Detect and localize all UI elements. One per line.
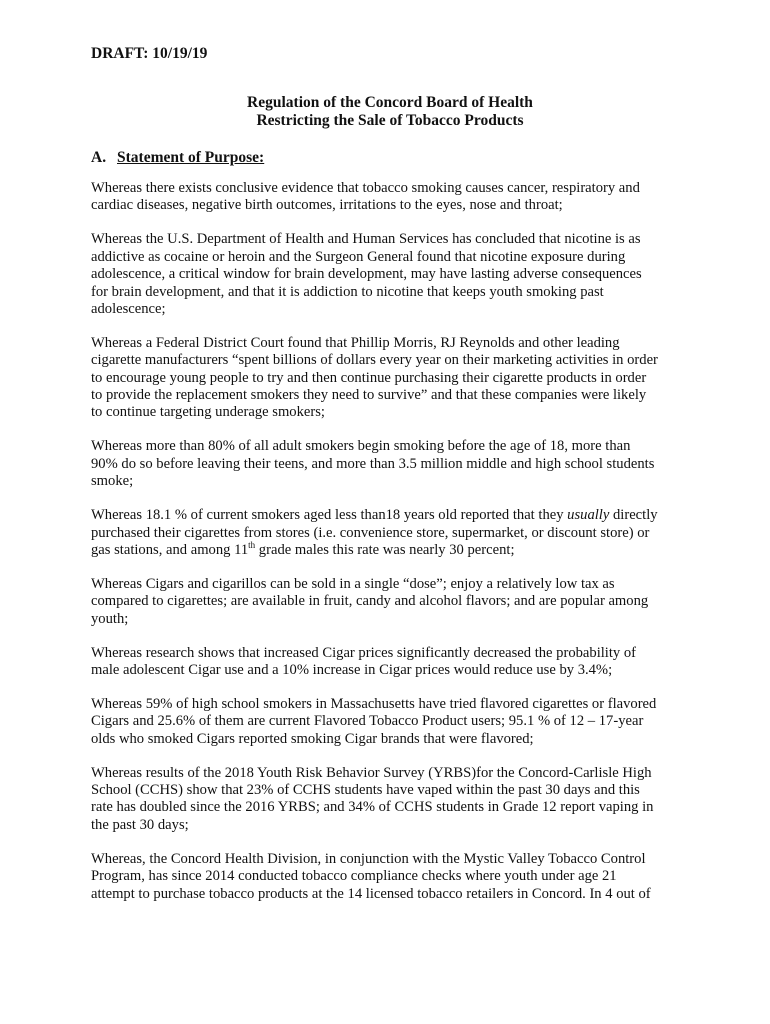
paragraph-line: olds who smoked Cigars reported smoking Cigar brands that were flavored; [91,730,534,747]
paragraph-line: for brain development, and that it is addiction to nicotine that keeps youth smoking past [91,283,604,300]
paragraph-line: Whereas results of the 2018 Youth Risk Behavior Survey (YRBS)for the Concord-Carlisle High [91,764,652,781]
paragraph-line: Whereas 59% of high school smokers in Massachusetts have tried flavored cigarettes or flavored [91,695,657,712]
title-line-2: Restricting the Sale of Tobacco Products [256,112,524,129]
paragraph-line: Whereas there exists conclusive evidence that tobacco smoking causes cancer, respiratory and [91,180,640,196]
paragraph-line: purchased their cigarettes from stores (i.e. convenience store, supermarket, or discount store) or [91,524,650,541]
paragraph-line: attempt to purchase tobacco products at the 14 licensed tobacco retailers in Concord. In 4 out of [91,885,651,902]
paragraph-line: to provide the replacement smokers they need to survive” and that these companies were likely [91,387,647,404]
paragraph [91,696,691,748]
body-text [91,180,691,919]
paragraph-line: Whereas Cigars and cigarillos can be sold in a single “dose”; enjoy a relatively low tax as [91,575,615,592]
paragraph [91,438,691,490]
paragraph-line: adolescence, a critical window for brain development, may have lasting adverse consequences [91,266,642,283]
superscript: th [248,540,256,551]
paragraph [91,645,691,680]
paragraph-line: Whereas the U.S. Department of Health and Human Services has concluded that nicotine is as [91,231,641,248]
paragraph [91,851,691,903]
paragraph-line: youth; [91,610,129,627]
paragraph-line: compared to cigarettes; are available in fruit, candy and alcohol flavors; and are popular among [91,593,649,610]
document-title [0,94,770,130]
paragraph-line: Whereas research shows that increased Cigar prices significantly decreased the probability of [91,644,637,661]
paragraph-line: addictive as cocaine or heroin and the Surgeon General found that nicotine exposure during [91,248,626,265]
paragraph-line: Whereas a Federal District Court found that Phillip Morris, RJ Reynolds and other leading [91,334,620,351]
paragraph-line: Whereas more than 80% of all adult smokers begin smoking before the age of 18, more than [91,438,631,455]
text-run: directly [609,507,658,524]
emphasis-text: usually [567,507,610,524]
text-run: gas stations, and among 11 [91,541,249,558]
paragraph-line: rate has doubled since the 2016 YRBS; and 34% of CCHS students in Grade 12 report vaping in [91,799,654,816]
paragraph-line: cardiac diseases, negative birth outcomes, irritations to the eyes, nose and throat; [91,197,563,214]
section-heading [91,149,264,167]
paragraph-line: the past 30 days; [91,816,189,833]
paragraph-line: School (CCHS) show that 23% of CCHS students have vaped within the past 30 days and this [91,781,640,798]
paragraph [91,507,691,559]
text-run: Whereas 18.1 % of current smokers aged less than18 years old reported that they [91,507,568,524]
paragraph-line: smoke; [91,473,134,490]
paragraph [91,765,691,835]
section-letter: A. [91,149,107,166]
paragraph-line: Whereas, the Concord Health Division, in conjunction with the Mystic Valley Tobacco Control [91,850,646,867]
paragraph [91,335,691,422]
paragraph-line: to continue targeting underage smokers; [91,404,325,421]
paragraph-line: adolescence; [91,300,166,317]
paragraph-line: male adolescent Cigar use and a 10% increase in Cigar prices would reduce use by 3.4%; [91,661,613,678]
section-heading-text: Statement of Purpose: [117,149,265,166]
draft-label: DRAFT: 10/19/19 [91,45,208,62]
paragraph-line: Program, has since 2014 conducted tobacco compliance checks where youth under age 21 [91,868,617,885]
paragraph-line: to encourage young people to try and then continue purchasing their cigarette products in order [91,369,647,386]
title-line-1: Regulation of the Concord Board of Health [247,94,533,111]
paragraph [91,576,691,628]
paragraph-line: Cigars and 25.6% of them are current Flavored Tobacco Product users; 95.1 % of 12 – 17-year [91,713,644,730]
paragraph [91,180,691,215]
paragraph [91,231,691,318]
paragraph-line [91,542,691,559]
text-run: grade males this rate was nearly 30 percent; [255,541,515,558]
paragraph-line [91,507,691,524]
paragraph-line: cigarette manufacturers “spent billions of dollars every year on their marketing activities in order [91,352,658,369]
paragraph-line: 90% do so before leaving their teens, and more than 3.5 million middle and high school students [91,455,655,472]
